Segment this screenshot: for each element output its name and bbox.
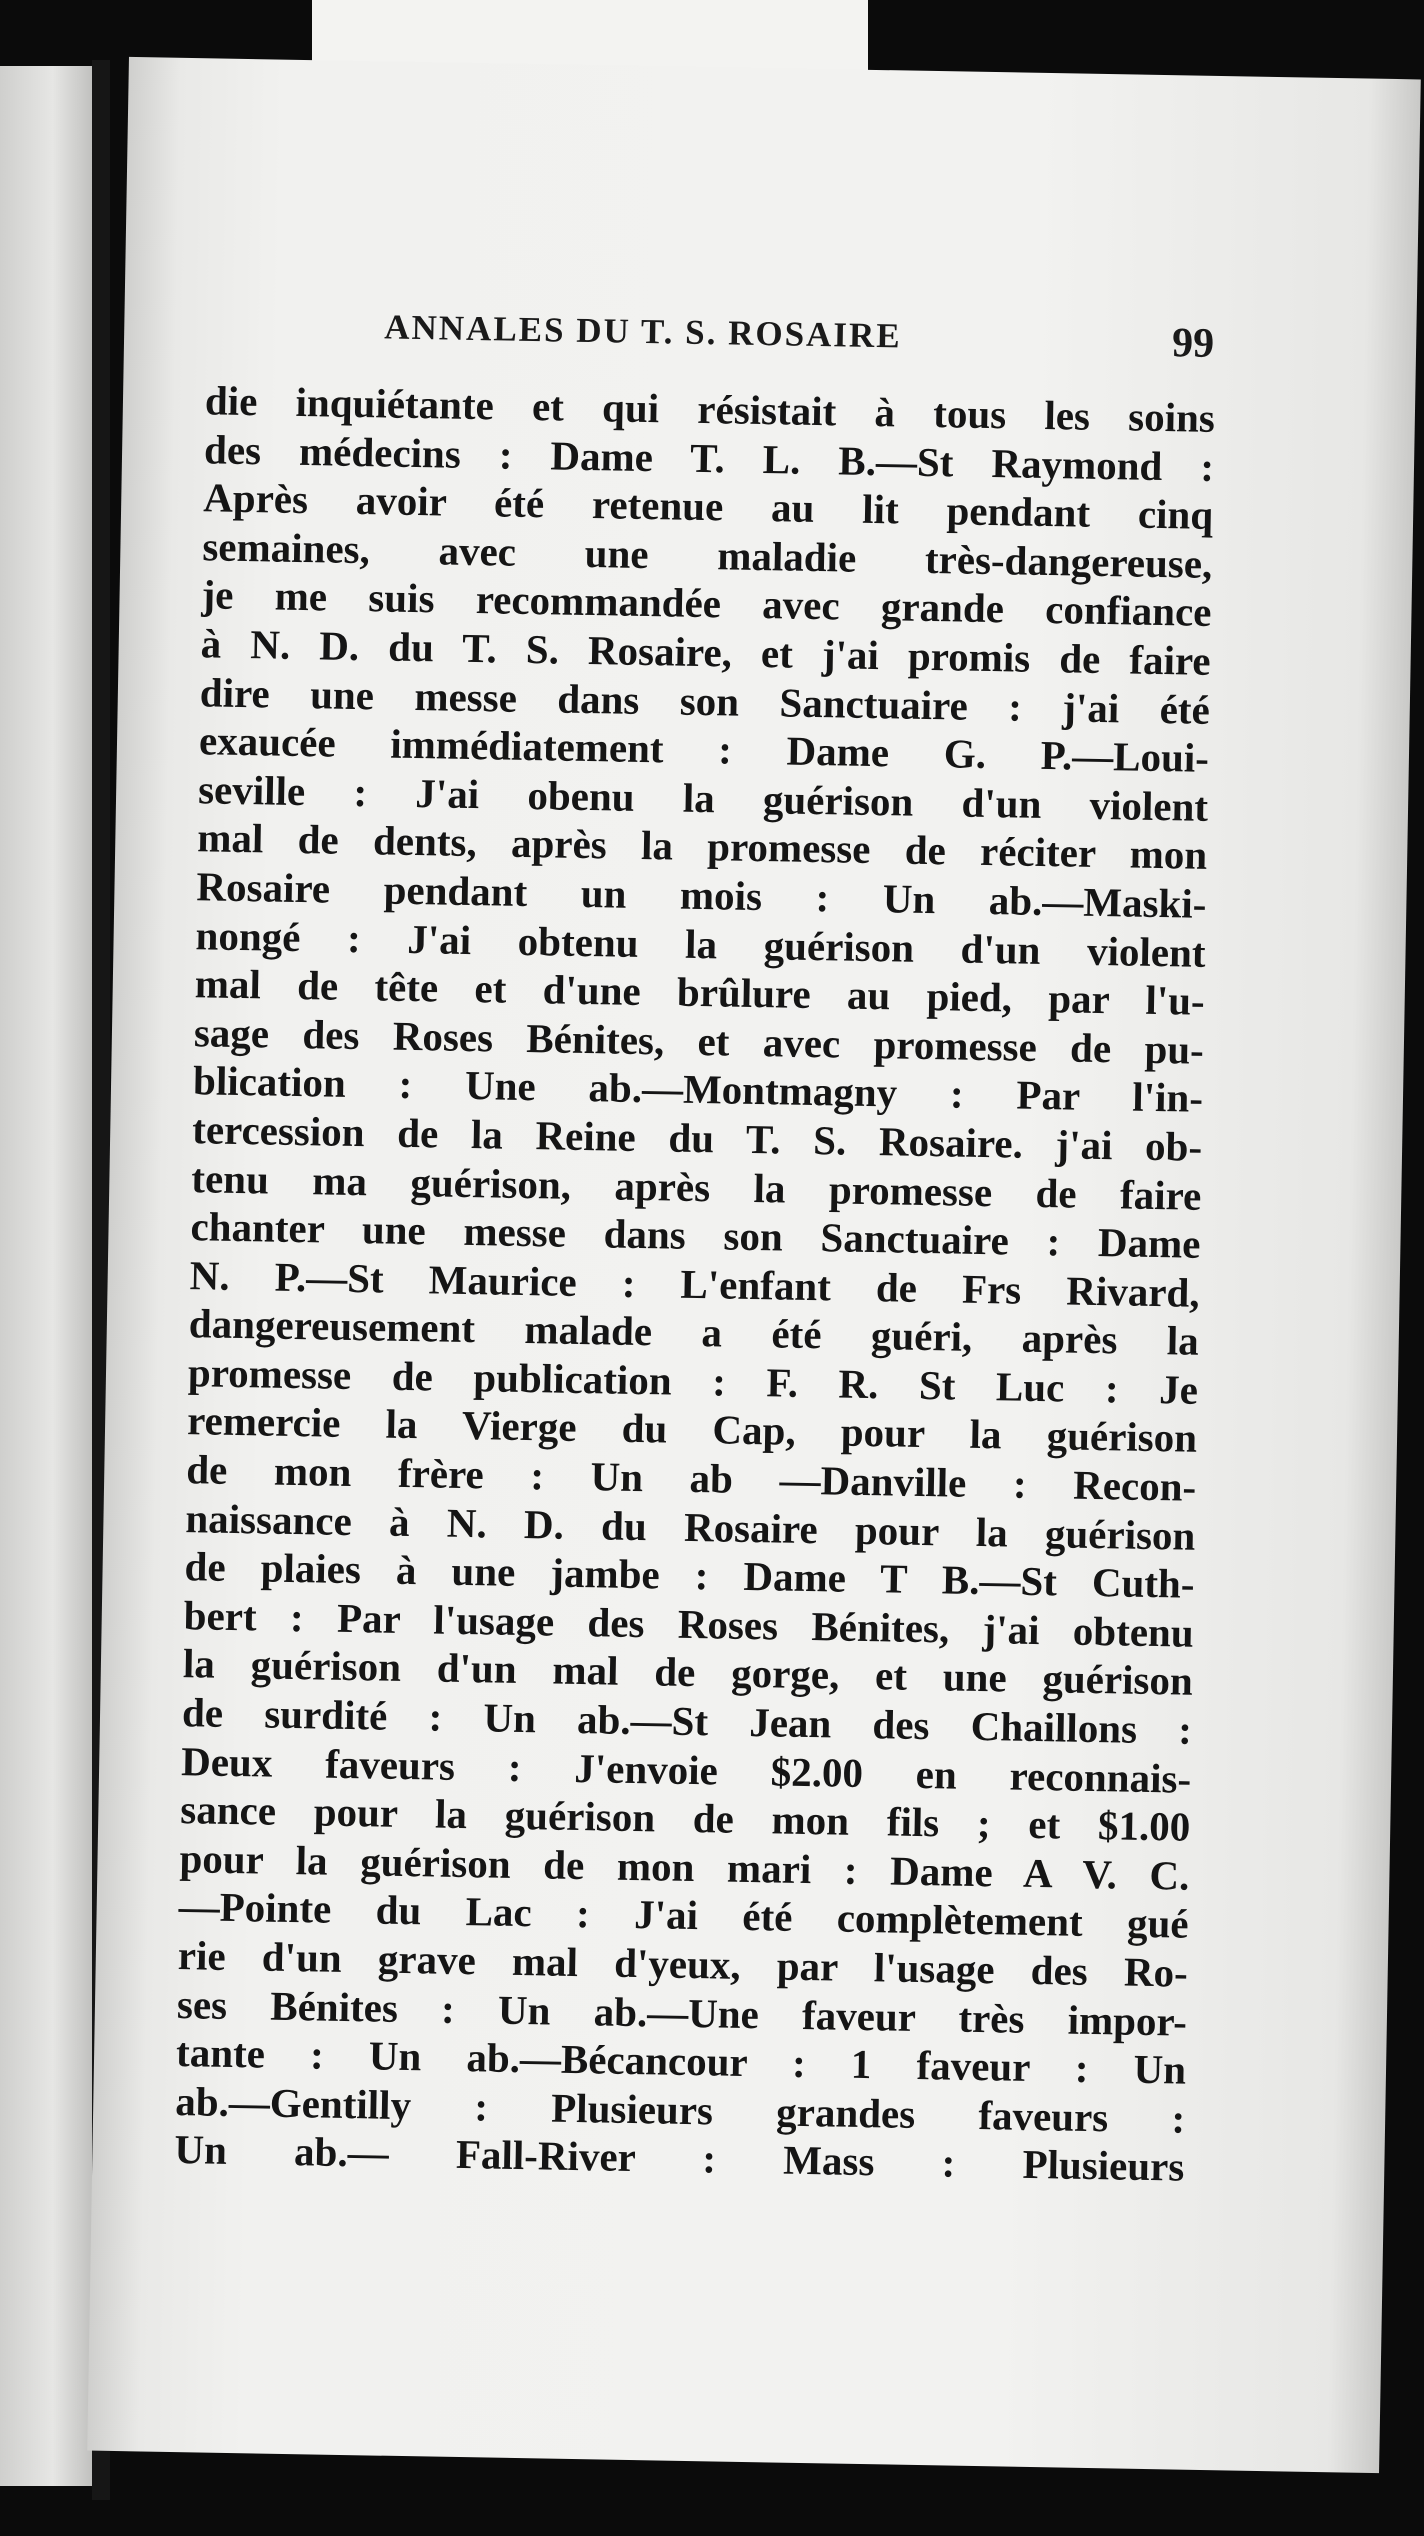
- text-line: Rosaire pendant un mois : Un ab.—Maski-: [196, 863, 1207, 927]
- text-line: sance pour la guérison de mon fils ; et $1.00: [180, 1786, 1191, 1850]
- text-line: naissance à N. D. du Rosaire pour la guérison: [185, 1494, 1196, 1559]
- text-line: exaucée immédiatement : Dame G. P.—Loui-: [198, 717, 1210, 782]
- text-line: seville : J'ai obenu la guérison d'un violent: [197, 765, 1209, 830]
- text-line: Après avoir été retenue au lit pendant cinq: [202, 474, 1214, 539]
- text-line: à N. D. du T. S. Rosaire, et j'ai promis de faire: [200, 620, 1212, 684]
- text-line: je me suis recommandée avec grande confiance: [201, 571, 1212, 636]
- text-line: ab.—Gentilly : Plusieurs grandes faveurs :: [174, 2077, 1186, 2142]
- text-line: bert : Par l'usage des Roses Bénites, j'ai obtenu: [183, 1591, 1195, 1656]
- text-line: mal de dents, après la promesse de réciter mon: [196, 814, 1208, 879]
- page-sheet: [87, 57, 1421, 2473]
- text-line: tenu ma guérison, après la promesse de faire: [191, 1154, 1202, 1219]
- text-line: Un ab.— Fall-River : Mass : Plusieurs: [174, 2126, 1185, 2191]
- text-line: rie d'un grave mal d'yeux, par l'usage des Ro-: [177, 1932, 1189, 1996]
- text-line: dire une messe dans son Sanctuaire : j'ai été: [199, 668, 1211, 733]
- text-line: de plaies à une jambe : Dame T B.—St Cuth-: [184, 1543, 1195, 1607]
- text-line: la guérison d'un mal de gorge, et une guérison: [182, 1640, 1194, 1705]
- text-line: mal de tête et d'une brûlure au pied, par l'u-: [194, 960, 1206, 1024]
- text-line: de mon frère : Un ab —Danville : Recon-: [185, 1446, 1197, 1510]
- text-line: chanter une messe dans son Sanctuaire : Dame: [190, 1203, 1201, 1267]
- text-line: dangereusement malade a été guéri, après la: [188, 1300, 1200, 1365]
- text-line: sage des Roses Bénites, et avec promesse de pu-: [193, 1008, 1205, 1073]
- text-line: tercession de la Reine du T. S. Rosaire. j'ai ob-: [191, 1106, 1203, 1170]
- text-line: tante : Un ab.—Bécancour : 1 faveur : Un: [175, 2029, 1187, 2093]
- body-text: [174, 376, 1215, 2191]
- text-line: pour la guérison de mon mari : Dame A V. C.: [179, 1834, 1190, 1899]
- facing-page-edge: [0, 66, 96, 2486]
- text-line: die inquiétante et qui résistait à tous les soins: [204, 377, 1216, 441]
- text-line: nongé : J'ai obtenu la guérison d'un violent: [195, 911, 1206, 976]
- text-line: N. P.—St Maurice : L'enfant de Frs Rivard,: [189, 1251, 1200, 1316]
- text-line: des médecins : Dame T. L. B.—St Raymond :: [203, 425, 1215, 490]
- text-line: promesse de publication : F. R. St Luc : Je: [187, 1349, 1199, 1413]
- running-head: ANNALES DU T. S. ROSAIRE: [383, 307, 902, 356]
- text-line: —Pointe du Lac : J'ai été complètement gué: [178, 1883, 1189, 1948]
- text-line: Deux faveurs : J'envoie $2.00 en reconnais-: [180, 1737, 1192, 1802]
- text-line: ses Bénites : Un ab.—Une faveur très impor-: [176, 1980, 1188, 2045]
- page-number: 99: [1171, 320, 1215, 367]
- text-line: de surdité : Un ab.—St Jean des Chaillons :: [181, 1689, 1193, 1753]
- text-line: semaines, avec une maladie très-dangereuse,: [202, 523, 1213, 587]
- text-line: blication : Une ab.—Montmagny : Par l'in-: [192, 1057, 1204, 1122]
- text-line: remercie la Vierge du Cap, pour la guérison: [186, 1397, 1198, 1462]
